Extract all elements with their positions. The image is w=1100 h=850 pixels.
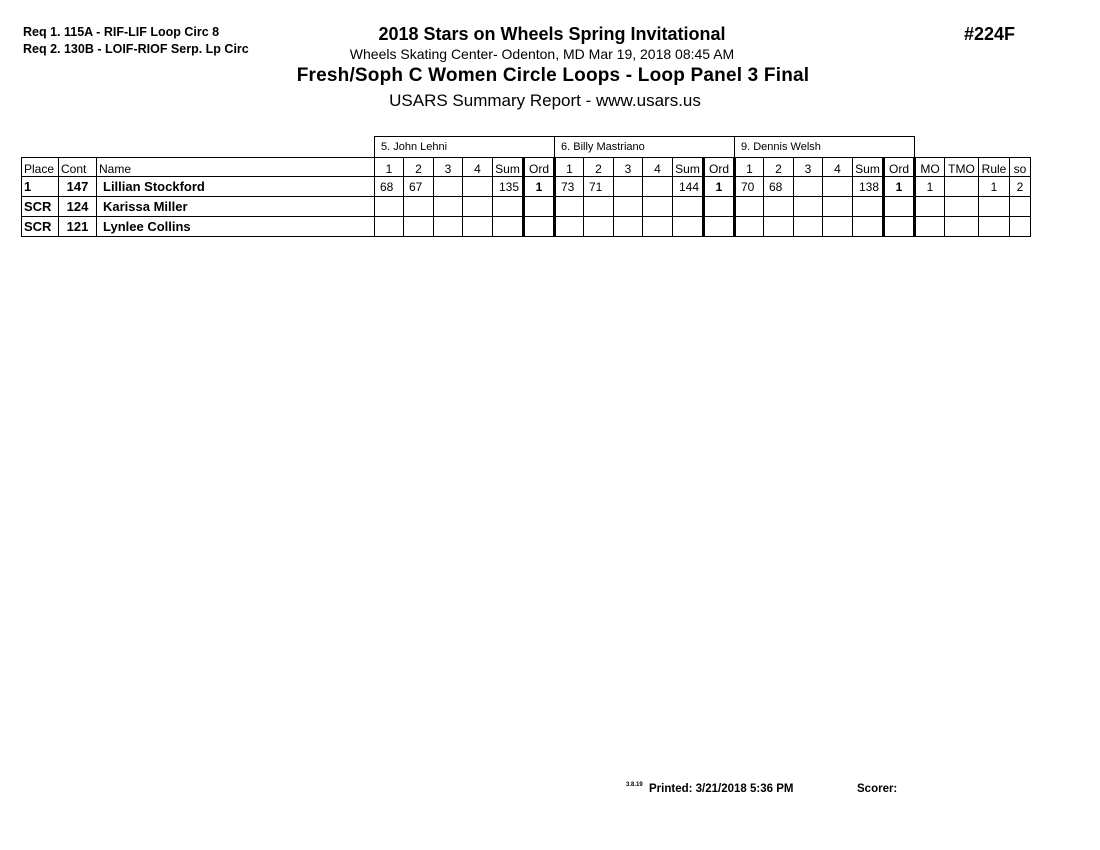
tmo-cell <box>945 177 979 197</box>
j3-ord-cell <box>884 217 915 237</box>
place-cell: SCR <box>22 217 59 237</box>
j2-ord-cell <box>704 197 735 217</box>
col-name: Name <box>97 158 375 177</box>
table-row <box>22 217 1031 237</box>
col-j3-s4: 4 <box>823 158 853 177</box>
j3-score-4-cell <box>823 177 853 197</box>
j1-score-3-cell <box>434 177 463 197</box>
column-headers <box>22 158 1031 177</box>
cont-cell: 147 <box>59 177 97 197</box>
report-subtitle: USARS Summary Report - www.usars.us <box>389 91 701 110</box>
j3-score-1-cell <box>735 217 764 237</box>
j1-sum-cell <box>493 217 524 237</box>
col-j2-s3: 3 <box>614 158 643 177</box>
j3-score-1-cell <box>735 197 764 217</box>
j3-score-2-cell <box>764 197 794 217</box>
judge-2: 6. Billy Mastriano <box>555 137 735 158</box>
col-j1-s1: 1 <box>375 158 404 177</box>
j1-ord-cell: 1 <box>524 177 555 197</box>
col-j1-s2: 2 <box>404 158 434 177</box>
j3-ord-cell <box>884 197 915 217</box>
j1-score-2-cell: 67 <box>404 177 434 197</box>
mo-cell <box>915 217 945 237</box>
col-place: Place <box>22 158 59 177</box>
so-cell: 2 <box>1010 177 1031 197</box>
j2-sum-cell <box>673 197 704 217</box>
j1-score-1-cell: 68 <box>375 177 404 197</box>
j1-ord-cell <box>524 197 555 217</box>
so-cell <box>1010 217 1031 237</box>
j2-score-2-cell <box>584 197 614 217</box>
j2-sum-cell: 144 <box>673 177 704 197</box>
rule-cell <box>979 197 1010 217</box>
j3-score-3-cell <box>794 197 823 217</box>
j3-score-3-cell <box>794 217 823 237</box>
col-j2-sum: Sum <box>673 158 704 177</box>
requirement-1: Req 1. 115A - RIF-LIF Loop Circ 8 <box>23 25 220 39</box>
judge-3: 9. Dennis Welsh <box>735 137 915 158</box>
event-code: #224F <box>964 24 1016 44</box>
j1-score-1-cell <box>375 217 404 237</box>
col-j1-s4: 4 <box>463 158 493 177</box>
col-j3-ord: Ord <box>884 158 915 177</box>
venue-date: Wheels Skating Center- Odenton, MD Mar 19, 2018 08:45 AM <box>349 46 735 62</box>
place-cell: 1 <box>22 177 59 197</box>
col-mo: MO <box>915 158 945 177</box>
j2-score-1-cell <box>555 197 584 217</box>
event-title: 2018 Stars on Wheels Spring Invitational <box>378 24 726 44</box>
col-j3-s3: 3 <box>794 158 823 177</box>
mo-cell <box>915 197 945 217</box>
table-row <box>22 197 1031 217</box>
col-j1-ord: Ord <box>524 158 555 177</box>
place-cell: SCR <box>22 197 59 217</box>
j2-score-2-cell <box>584 217 614 237</box>
j1-score-2-cell <box>404 217 434 237</box>
col-j2-ord: Ord <box>704 158 735 177</box>
j2-score-3-cell <box>614 217 643 237</box>
j2-score-1-cell <box>555 217 584 237</box>
scorer-label: Scorer: <box>857 783 898 795</box>
cont-cell: 121 <box>59 217 97 237</box>
col-j2-s2: 2 <box>584 158 614 177</box>
col-j2-s1: 1 <box>555 158 584 177</box>
j3-sum-cell <box>853 197 884 217</box>
j3-sum-cell <box>853 217 884 237</box>
j3-score-2-cell <box>764 217 794 237</box>
j1-sum-cell: 135 <box>493 177 524 197</box>
j1-score-4-cell <box>463 217 493 237</box>
tmo-cell <box>945 197 979 217</box>
j2-score-4-cell <box>643 177 673 197</box>
j3-sum-cell: 138 <box>853 177 884 197</box>
j2-score-3-cell <box>614 177 643 197</box>
j3-score-1-cell: 70 <box>735 177 764 197</box>
j1-score-3-cell <box>434 217 463 237</box>
j1-sum-cell <box>493 197 524 217</box>
so-cell <box>1010 197 1031 217</box>
cont-cell: 124 <box>59 197 97 217</box>
j2-sum-cell <box>673 217 704 237</box>
col-j2-s4: 4 <box>643 158 673 177</box>
j3-score-3-cell <box>794 177 823 197</box>
j3-score-2-cell: 68 <box>764 177 794 197</box>
name-cell: Karissa Miller <box>97 197 375 217</box>
col-j3-sum: Sum <box>853 158 884 177</box>
col-j1-sum: Sum <box>493 158 524 177</box>
j1-score-2-cell <box>404 197 434 217</box>
rule-cell <box>979 217 1010 237</box>
j3-score-4-cell <box>823 197 853 217</box>
j3-ord-cell: 1 <box>884 177 915 197</box>
j1-score-4-cell <box>463 177 493 197</box>
mo-cell: 1 <box>915 177 945 197</box>
j1-score-4-cell <box>463 197 493 217</box>
j1-score-3-cell <box>434 197 463 217</box>
j1-score-1-cell <box>375 197 404 217</box>
col-rule: Rule <box>979 158 1010 177</box>
j2-score-4-cell <box>643 217 673 237</box>
results-table <box>21 136 1031 237</box>
j3-score-4-cell <box>823 217 853 237</box>
rule-cell: 1 <box>979 177 1010 197</box>
j2-ord-cell: 1 <box>704 177 735 197</box>
col-tmo: TMO <box>945 158 979 177</box>
col-so: so <box>1010 158 1031 177</box>
tmo-cell <box>945 217 979 237</box>
col-cont: Cont <box>59 158 97 177</box>
printed-timestamp: Printed: 3/21/2018 5:36 PM <box>649 783 794 795</box>
j2-ord-cell <box>704 217 735 237</box>
col-j3-s2: 2 <box>764 158 794 177</box>
j2-score-4-cell <box>643 197 673 217</box>
col-j3-s1: 1 <box>735 158 764 177</box>
requirement-2: Req 2. 130B - LOIF-RIOF Serp. Lp Circ <box>23 42 249 56</box>
table-row <box>22 177 1031 197</box>
panel-title: Fresh/Soph C Women Circle Loops - Loop Panel 3 Final <box>296 65 810 86</box>
j2-score-1-cell: 73 <box>555 177 584 197</box>
j2-score-2-cell: 71 <box>584 177 614 197</box>
name-cell: Lillian Stockford <box>97 177 375 197</box>
name-cell: Lynlee Collins <box>97 217 375 237</box>
software-version: 3.8.19 <box>626 782 643 788</box>
judge-1: 5. John Lehni <box>375 137 555 158</box>
j1-ord-cell <box>524 217 555 237</box>
col-j1-s3: 3 <box>434 158 463 177</box>
j2-score-3-cell <box>614 197 643 217</box>
